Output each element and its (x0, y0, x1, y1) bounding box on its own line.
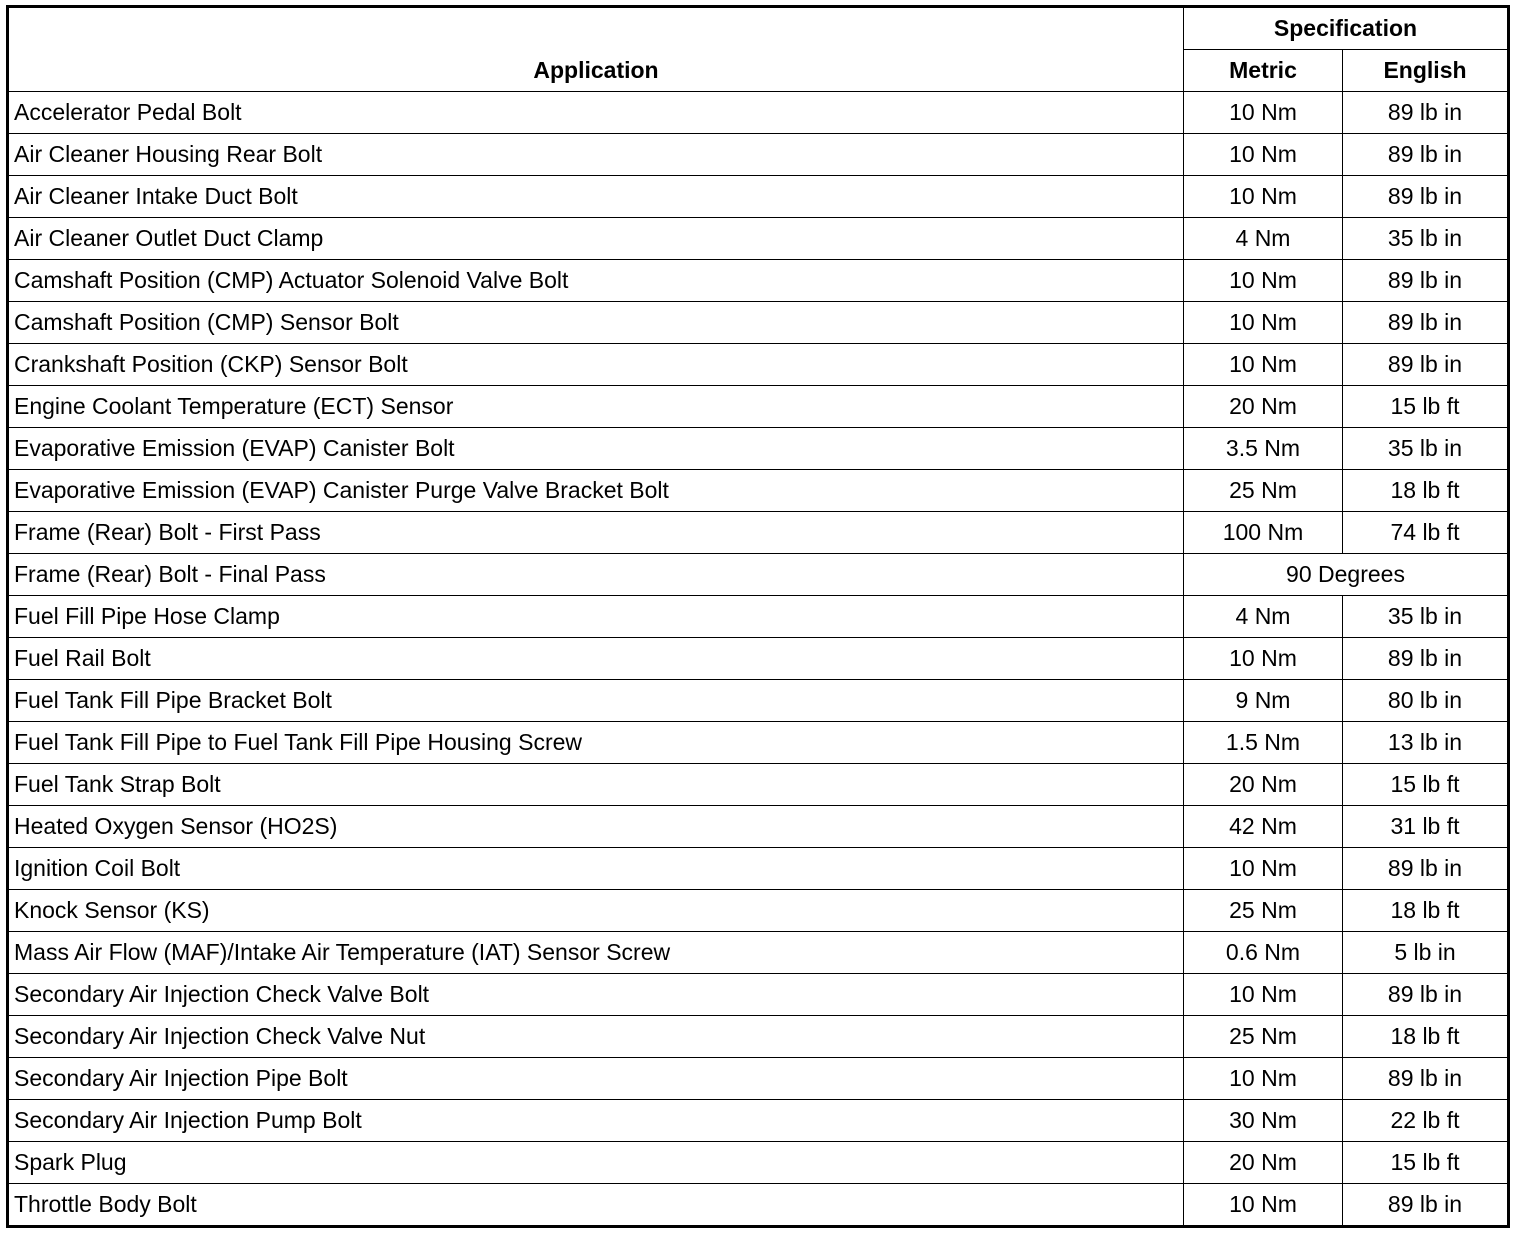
metric-cell: 10 Nm (1184, 1184, 1343, 1227)
table-row (8, 176, 1509, 218)
application-cell: Fuel Tank Fill Pipe Bracket Bolt (8, 680, 1184, 722)
table-row (8, 260, 1509, 302)
specification-cell: 90 Degrees (1184, 554, 1509, 596)
english-cell: 89 lb in (1343, 1058, 1509, 1100)
application-cell: Fuel Tank Fill Pipe to Fuel Tank Fill Pipe Housing Screw (8, 722, 1184, 764)
table-row (8, 134, 1509, 176)
english-cell: 22 lb ft (1343, 1100, 1509, 1142)
metric-cell: 10 Nm (1184, 176, 1343, 218)
table-row (8, 1142, 1509, 1184)
table-row (8, 848, 1509, 890)
english-cell: 80 lb in (1343, 680, 1509, 722)
table-row (8, 512, 1509, 554)
table-body (8, 92, 1509, 1227)
application-cell: Fuel Tank Strap Bolt (8, 764, 1184, 806)
application-cell: Mass Air Flow (MAF)/Intake Air Temperature (IAT) Sensor Screw (8, 932, 1184, 974)
application-cell: Fuel Rail Bolt (8, 638, 1184, 680)
english-cell: 89 lb in (1343, 92, 1509, 134)
english-cell: 15 lb ft (1343, 386, 1509, 428)
english-cell: 18 lb ft (1343, 890, 1509, 932)
table-row (8, 1058, 1509, 1100)
application-cell: Fuel Fill Pipe Hose Clamp (8, 596, 1184, 638)
metric-cell: 20 Nm (1184, 1142, 1343, 1184)
table-row (8, 218, 1509, 260)
metric-cell: 25 Nm (1184, 470, 1343, 512)
metric-cell: 20 Nm (1184, 764, 1343, 806)
table-row (8, 638, 1509, 680)
english-cell: 35 lb in (1343, 428, 1509, 470)
metric-cell: 42 Nm (1184, 806, 1343, 848)
torque-spec-table (6, 5, 1510, 1228)
application-cell: Camshaft Position (CMP) Sensor Bolt (8, 302, 1184, 344)
application-cell: Air Cleaner Outlet Duct Clamp (8, 218, 1184, 260)
application-cell: Crankshaft Position (CKP) Sensor Bolt (8, 344, 1184, 386)
english-cell: 89 lb in (1343, 176, 1509, 218)
english-cell: 89 lb in (1343, 638, 1509, 680)
application-cell: Heated Oxygen Sensor (HO2S) (8, 806, 1184, 848)
english-cell: 89 lb in (1343, 1184, 1509, 1227)
application-cell: Secondary Air Injection Check Valve Bolt (8, 974, 1184, 1016)
application-cell: Accelerator Pedal Bolt (8, 92, 1184, 134)
application-cell: Air Cleaner Housing Rear Bolt (8, 134, 1184, 176)
table-row (8, 428, 1509, 470)
english-cell: 74 lb ft (1343, 512, 1509, 554)
application-header: Application (8, 7, 1184, 92)
table-row (8, 302, 1509, 344)
specification-header: Specification (1184, 7, 1509, 50)
metric-cell: 1.5 Nm (1184, 722, 1343, 764)
table-row (8, 92, 1509, 134)
metric-cell: 4 Nm (1184, 596, 1343, 638)
application-cell: Frame (Rear) Bolt - Final Pass (8, 554, 1184, 596)
metric-cell: 10 Nm (1184, 344, 1343, 386)
english-cell: 89 lb in (1343, 260, 1509, 302)
metric-cell: 30 Nm (1184, 1100, 1343, 1142)
english-cell: 89 lb in (1343, 974, 1509, 1016)
english-cell: 89 lb in (1343, 344, 1509, 386)
metric-cell: 4 Nm (1184, 218, 1343, 260)
application-cell: Secondary Air Injection Pump Bolt (8, 1100, 1184, 1142)
english-header: English (1343, 50, 1509, 92)
metric-cell: 0.6 Nm (1184, 932, 1343, 974)
english-cell: 89 lb in (1343, 848, 1509, 890)
table-row (8, 1100, 1509, 1142)
table-row (8, 596, 1509, 638)
table-row (8, 974, 1509, 1016)
english-cell: 15 lb ft (1343, 1142, 1509, 1184)
english-cell: 31 lb ft (1343, 806, 1509, 848)
table-header (8, 7, 1509, 92)
metric-header: Metric (1184, 50, 1343, 92)
table-row (8, 554, 1509, 596)
application-cell: Secondary Air Injection Pipe Bolt (8, 1058, 1184, 1100)
english-cell: 35 lb in (1343, 596, 1509, 638)
metric-cell: 10 Nm (1184, 260, 1343, 302)
application-cell: Throttle Body Bolt (8, 1184, 1184, 1227)
english-cell: 5 lb in (1343, 932, 1509, 974)
english-cell: 35 lb in (1343, 218, 1509, 260)
table-row (8, 722, 1509, 764)
metric-cell: 10 Nm (1184, 92, 1343, 134)
table-row (8, 470, 1509, 512)
table-row (8, 386, 1509, 428)
table-row (8, 1184, 1509, 1227)
application-cell: Air Cleaner Intake Duct Bolt (8, 176, 1184, 218)
application-cell: Secondary Air Injection Check Valve Nut (8, 1016, 1184, 1058)
metric-cell: 10 Nm (1184, 302, 1343, 344)
english-cell: 13 lb in (1343, 722, 1509, 764)
metric-cell: 10 Nm (1184, 974, 1343, 1016)
metric-cell: 10 Nm (1184, 1058, 1343, 1100)
metric-cell: 25 Nm (1184, 1016, 1343, 1058)
table-row (8, 680, 1509, 722)
table-row (8, 890, 1509, 932)
english-cell: 15 lb ft (1343, 764, 1509, 806)
metric-cell: 10 Nm (1184, 638, 1343, 680)
table-row (8, 764, 1509, 806)
table-row (8, 344, 1509, 386)
english-cell: 18 lb ft (1343, 1016, 1509, 1058)
application-cell: Frame (Rear) Bolt - First Pass (8, 512, 1184, 554)
metric-cell: 10 Nm (1184, 134, 1343, 176)
application-cell: Evaporative Emission (EVAP) Canister Bolt (8, 428, 1184, 470)
metric-cell: 9 Nm (1184, 680, 1343, 722)
english-cell: 89 lb in (1343, 302, 1509, 344)
application-cell: Spark Plug (8, 1142, 1184, 1184)
application-cell: Knock Sensor (KS) (8, 890, 1184, 932)
application-cell: Evaporative Emission (EVAP) Canister Purge Valve Bracket Bolt (8, 470, 1184, 512)
metric-cell: 25 Nm (1184, 890, 1343, 932)
application-cell: Ignition Coil Bolt (8, 848, 1184, 890)
table-row (8, 1016, 1509, 1058)
metric-cell: 100 Nm (1184, 512, 1343, 554)
metric-cell: 3.5 Nm (1184, 428, 1343, 470)
english-cell: 89 lb in (1343, 134, 1509, 176)
application-cell: Engine Coolant Temperature (ECT) Sensor (8, 386, 1184, 428)
application-cell: Camshaft Position (CMP) Actuator Solenoid Valve Bolt (8, 260, 1184, 302)
metric-cell: 20 Nm (1184, 386, 1343, 428)
metric-cell: 10 Nm (1184, 848, 1343, 890)
table-row (8, 932, 1509, 974)
english-cell: 18 lb ft (1343, 470, 1509, 512)
table-row (8, 806, 1509, 848)
